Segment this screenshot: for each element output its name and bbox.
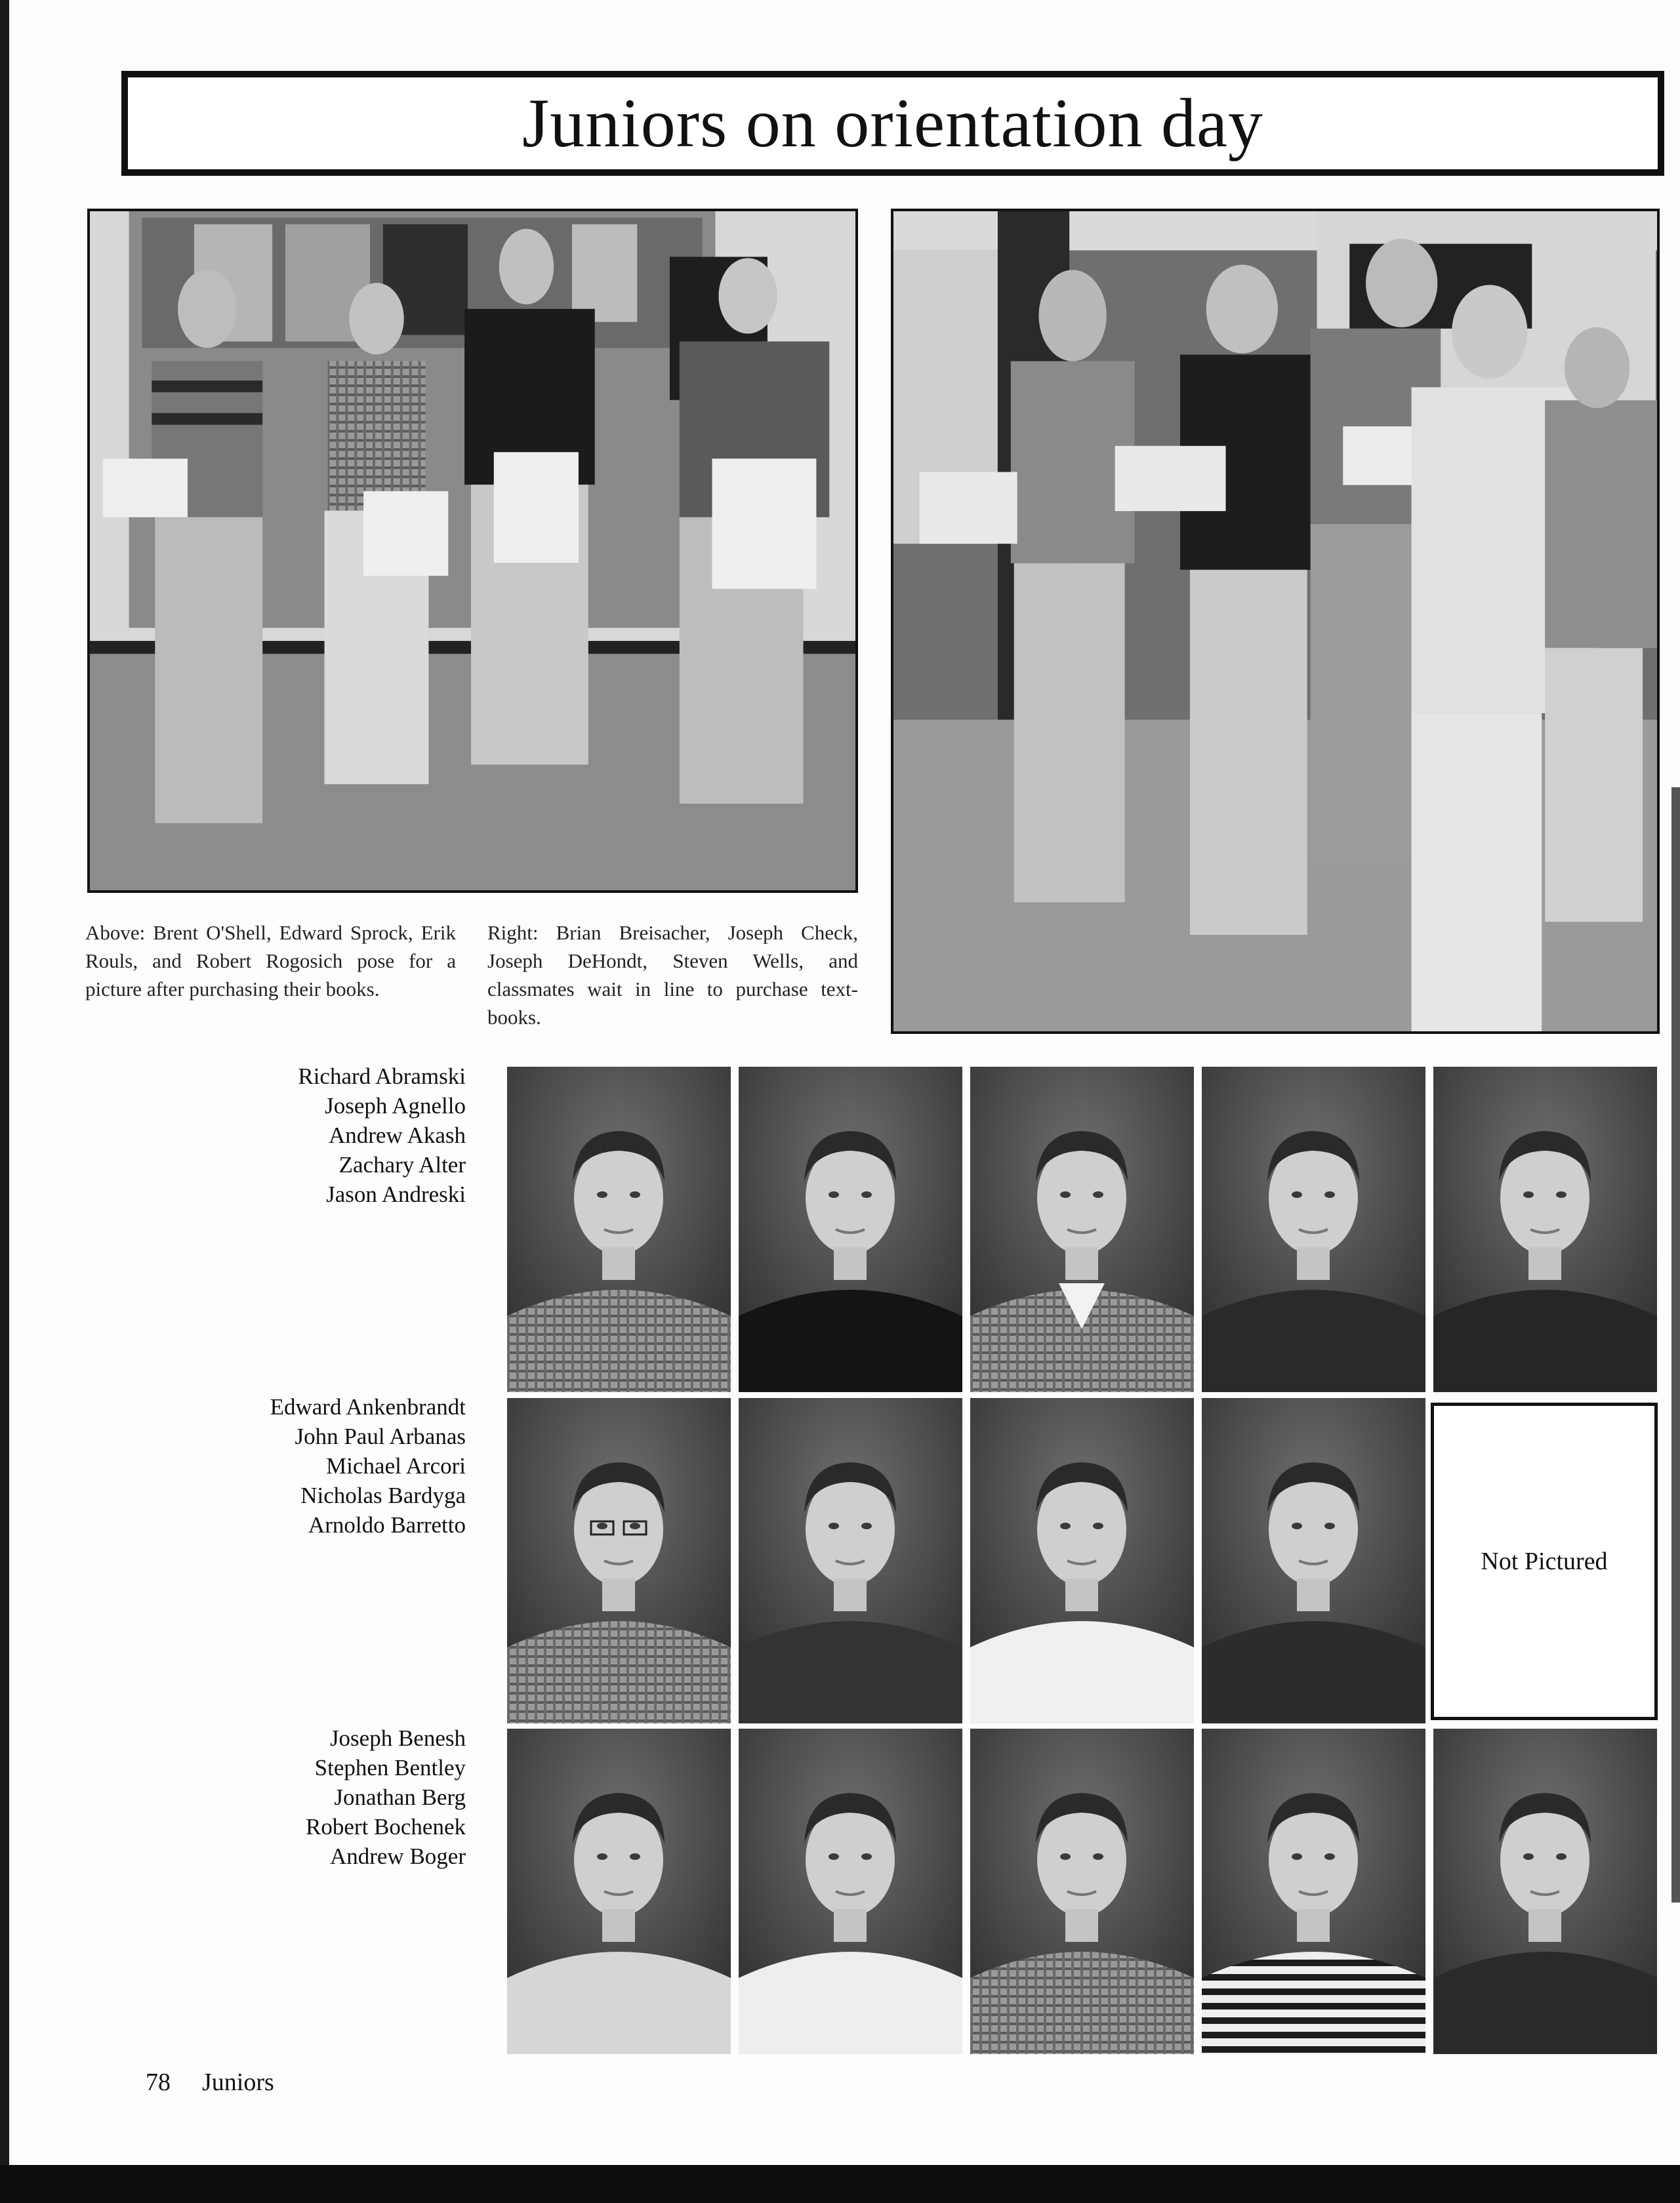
portrait-photo (507, 1398, 731, 1723)
student-name: Jonathan Berg (334, 1784, 466, 1810)
page-title: Juniors on orientation day (522, 85, 1263, 161)
page-scan-edge (1671, 787, 1680, 1903)
group-photo-line (891, 209, 1660, 1034)
student-name: Michael Arcori (326, 1453, 466, 1479)
portrait-photo (739, 1067, 962, 1392)
group-photo-image (90, 211, 855, 890)
student-name: John Paul Arbanas (295, 1424, 466, 1449)
portrait-photo (1202, 1398, 1425, 1723)
portrait-photo (970, 1729, 1194, 2054)
portrait-photo (970, 1398, 1194, 1723)
student-name: Robert Bochenek (306, 1814, 466, 1840)
student-name: Stephen Bentley (314, 1755, 466, 1781)
not-pictured-label: Not Pictured (1481, 1548, 1608, 1575)
student-name: Joseph Agnello (325, 1093, 466, 1119)
portrait-photo (970, 1067, 1194, 1392)
portrait-photo (1433, 1067, 1657, 1392)
not-pictured-placeholder (1431, 1403, 1658, 1720)
name-list-row-3 (197, 1723, 466, 1871)
page-scan-edge (0, 2165, 1680, 2203)
portrait-photo (1433, 1729, 1657, 2054)
portrait-photo (507, 1067, 731, 1392)
title-banner (121, 71, 1664, 176)
student-name: Joseph Benesh (329, 1725, 466, 1751)
page-footer (146, 2068, 306, 2097)
student-name: Zachary Alter (338, 1152, 466, 1178)
group-photo-posing (87, 209, 858, 893)
caption-left: Above: Brent O'Shell, Edward Sprock, Erik Rouls, and Robert Rogosich pose for a picture after purchasing their books. (85, 921, 456, 1000)
student-name: Andrew Akash (329, 1122, 466, 1148)
page-scan-edge (0, 0, 9, 2165)
caption-right: Right: Brian Breisacher, Joseph Check, Joseph DeHondt, Steven Wells, and classmates wait in line to purchase text-books. (487, 921, 858, 1029)
line-photo-image (893, 211, 1657, 1031)
student-name: Richard Abramski (298, 1063, 466, 1089)
student-name: Arnoldo Barretto (308, 1512, 466, 1538)
student-name: Jason Andreski (326, 1182, 466, 1207)
student-name: Andrew Boger (329, 1843, 466, 1869)
name-list-row-2 (197, 1392, 466, 1540)
student-name: Edward Ankenbrandt (270, 1394, 466, 1420)
portrait-photo (739, 1729, 962, 2054)
name-list-row-1 (197, 1061, 466, 1209)
student-name: Nicholas Bardyga (300, 1483, 466, 1508)
section-name: Juniors (202, 2069, 274, 2096)
page-number: 78 (146, 2069, 171, 2096)
portrait-photo (1202, 1067, 1425, 1392)
portrait-photo (739, 1398, 962, 1723)
portrait-photo (1202, 1729, 1425, 2054)
portrait-photo (507, 1729, 731, 2054)
